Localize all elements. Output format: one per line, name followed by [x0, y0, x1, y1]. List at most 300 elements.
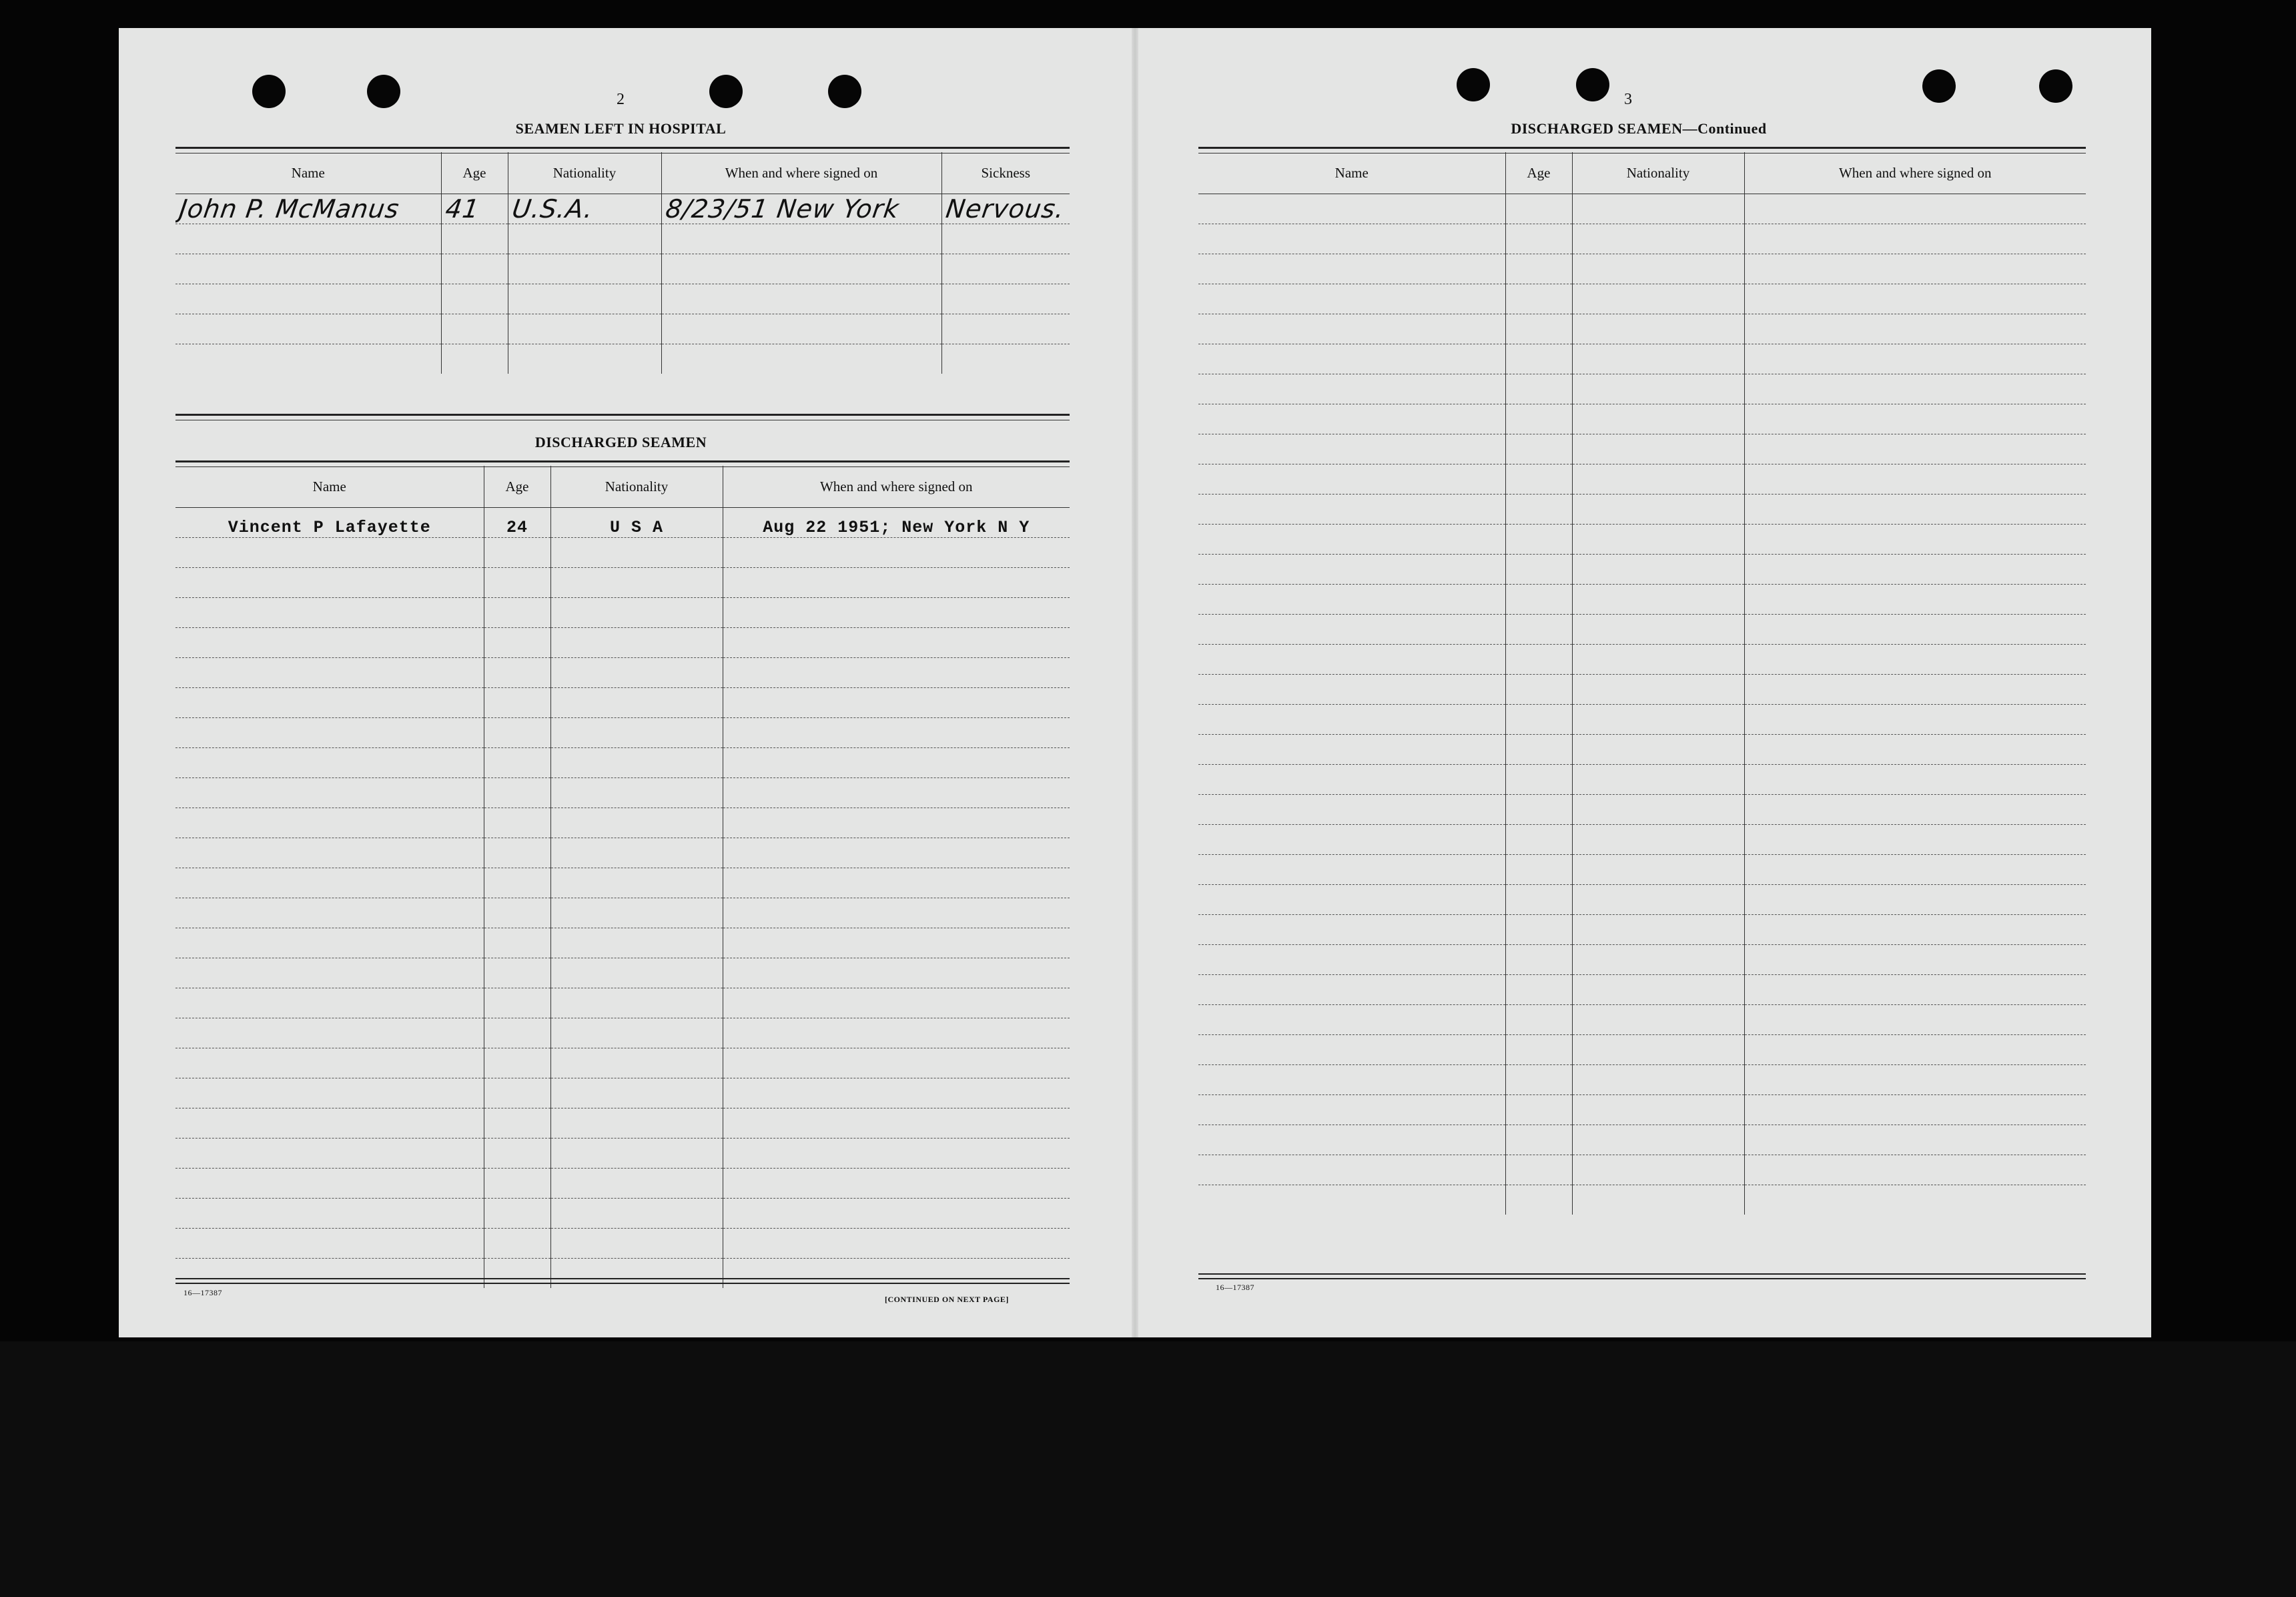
table-cell — [1505, 1095, 1572, 1125]
blank-row — [175, 314, 1070, 344]
table-cell — [484, 1048, 550, 1078]
table-cell — [1198, 1155, 1505, 1185]
blank-row — [1198, 344, 2086, 374]
table-cell — [1572, 464, 1744, 495]
table-cell — [175, 658, 484, 688]
table-row — [175, 508, 1070, 538]
table-cell — [508, 194, 661, 224]
table-cell — [1198, 464, 1505, 495]
table-cell — [1572, 194, 1744, 224]
binder-hole-icon — [367, 75, 400, 108]
table-cell — [1505, 1005, 1572, 1035]
table-cell — [1505, 254, 1572, 284]
table-cell — [175, 628, 484, 658]
table-cell — [441, 224, 508, 254]
blank-row — [1198, 675, 2086, 705]
table-cell — [1505, 434, 1572, 464]
table-cell — [1572, 975, 1744, 1005]
blank-row — [175, 1018, 1070, 1048]
table-cell — [1572, 1155, 1744, 1185]
section-rule — [175, 414, 1070, 420]
blank-row — [175, 344, 1070, 374]
table-cell — [1198, 525, 1505, 555]
table-cell — [1744, 825, 2086, 855]
table-cell — [661, 254, 941, 284]
table-cell — [550, 1048, 723, 1078]
table-cell — [1572, 555, 1744, 585]
table-cell — [1198, 194, 1505, 224]
table-cell — [1505, 284, 1572, 314]
table-cell — [550, 1018, 723, 1048]
table-cell — [484, 1199, 550, 1229]
table-cell — [175, 718, 484, 748]
table-cell — [175, 988, 484, 1018]
column-header: Nationality — [1572, 152, 1744, 194]
column-header: When and where signed on — [661, 152, 941, 194]
blank-row — [1198, 555, 2086, 585]
table-cell — [1505, 885, 1572, 915]
blank-row — [1198, 735, 2086, 765]
table-cell — [175, 838, 484, 868]
entry-text: Aug 22 1951; New York N Y — [763, 518, 1030, 537]
entry-text: Vincent P Lafayette — [228, 518, 431, 537]
blank-row — [1198, 945, 2086, 975]
table-cell — [1505, 374, 1572, 404]
table-cell — [508, 224, 661, 254]
table-cell — [1744, 765, 2086, 795]
table-cell — [484, 838, 550, 868]
table-cell — [1572, 855, 1744, 885]
table-cell — [1198, 675, 1505, 705]
table-cell — [723, 1229, 1070, 1259]
form-number: 16—17387 — [183, 1288, 222, 1297]
table-cell — [1572, 374, 1744, 404]
table-cell — [550, 688, 723, 718]
column-header: Nationality — [508, 152, 661, 194]
blank-row — [1198, 224, 2086, 254]
table-cell — [175, 688, 484, 718]
table-cell — [1572, 885, 1744, 915]
table-cell — [550, 568, 723, 598]
table-cell — [550, 898, 723, 928]
table-cell — [941, 224, 1070, 254]
table-cell — [1572, 945, 1744, 975]
table-cell — [1744, 855, 2086, 885]
table-cell — [508, 344, 661, 374]
table-cell — [508, 284, 661, 314]
page-left — [119, 28, 1132, 1337]
table-cell — [1198, 795, 1505, 825]
column-header: Age — [484, 466, 550, 508]
table-cell — [1505, 404, 1572, 434]
table-cell — [175, 868, 484, 898]
table-cell — [1572, 495, 1744, 525]
table-cell — [941, 344, 1070, 374]
blank-row — [1198, 254, 2086, 284]
table-cell — [1505, 555, 1572, 585]
table-cell — [1572, 314, 1744, 344]
table-cell — [1572, 434, 1744, 464]
table-cell — [175, 538, 484, 568]
column-header: Age — [1505, 152, 1572, 194]
table-cell — [441, 284, 508, 314]
entry-text: U S A — [609, 518, 663, 537]
scanner-background — [0, 1341, 2296, 1597]
table-cell — [1744, 374, 2086, 404]
table-cell — [723, 1199, 1070, 1229]
blank-row — [1198, 915, 2086, 945]
table-cell — [484, 898, 550, 928]
table-cell — [1505, 645, 1572, 675]
discharged-continued-table — [1198, 152, 2086, 1215]
table-cell — [1572, 1005, 1744, 1035]
blank-row — [175, 718, 1070, 748]
table-cell — [1744, 1185, 2086, 1215]
table-cell — [484, 508, 550, 538]
table-cell — [175, 958, 484, 988]
blank-row — [1198, 314, 2086, 344]
blank-row — [175, 988, 1070, 1018]
blank-row — [175, 628, 1070, 658]
table-cell — [550, 628, 723, 658]
table-cell — [1505, 194, 1572, 224]
table-cell — [1572, 675, 1744, 705]
table-cell — [1744, 885, 2086, 915]
table-cell — [941, 314, 1070, 344]
table-cell — [1505, 765, 1572, 795]
table-cell — [484, 628, 550, 658]
table-cell — [1744, 344, 2086, 374]
table-cell — [175, 778, 484, 808]
table-cell — [484, 1229, 550, 1259]
table-cell — [1572, 825, 1744, 855]
blank-row — [175, 284, 1070, 314]
table-cell — [550, 598, 723, 628]
blank-row — [1198, 795, 2086, 825]
table-cell — [1744, 224, 2086, 254]
blank-row — [175, 224, 1070, 254]
table-cell — [723, 868, 1070, 898]
table-cell — [550, 718, 723, 748]
table-cell — [1198, 1005, 1505, 1035]
table-cell — [550, 958, 723, 988]
table-cell — [941, 194, 1070, 224]
continued-note: [CONTINUED ON NEXT PAGE] — [885, 1295, 1009, 1304]
table-cell — [1198, 495, 1505, 525]
entry-text: 41 — [443, 194, 481, 224]
table-cell — [1198, 765, 1505, 795]
table-cell — [1744, 1125, 2086, 1155]
table-cell — [550, 1108, 723, 1139]
page-fold — [1132, 28, 1138, 1337]
table-cell — [484, 1169, 550, 1199]
entry-text: U.S.A. — [510, 194, 595, 224]
table-cell — [550, 748, 723, 778]
table-cell — [1744, 675, 2086, 705]
table-cell — [1198, 224, 1505, 254]
table-cell — [723, 1139, 1070, 1169]
table-cell — [1744, 314, 2086, 344]
table-cell — [550, 928, 723, 958]
blank-row — [1198, 975, 2086, 1005]
table-cell — [723, 808, 1070, 838]
blank-row — [175, 778, 1070, 808]
table-cell — [1744, 254, 2086, 284]
hospital-table — [175, 152, 1070, 374]
table-cell — [550, 1229, 723, 1259]
table-cell — [175, 598, 484, 628]
table-cell — [1505, 1035, 1572, 1065]
page-right — [1138, 28, 2151, 1337]
table-cell — [1572, 585, 1744, 615]
blank-row — [1198, 434, 2086, 464]
table-cell — [1505, 705, 1572, 735]
table-cell — [1572, 615, 1744, 645]
table-cell — [723, 1078, 1070, 1108]
table-cell — [1505, 855, 1572, 885]
blank-row — [175, 928, 1070, 958]
entry-text: Nervous. — [943, 194, 1066, 224]
table-cell — [484, 1018, 550, 1048]
page-number: 2 — [617, 91, 625, 108]
column-header: Name — [175, 152, 441, 194]
blank-row — [1198, 825, 2086, 855]
table-cell — [1198, 915, 1505, 945]
table-cell — [1505, 675, 1572, 705]
table-cell — [175, 194, 441, 224]
table-cell — [1505, 585, 1572, 615]
table-cell — [484, 718, 550, 748]
blank-row — [1198, 374, 2086, 404]
table-cell — [484, 808, 550, 838]
table-cell — [723, 658, 1070, 688]
table-cell — [175, 1078, 484, 1108]
table-cell — [1744, 284, 2086, 314]
column-header: Age — [441, 152, 508, 194]
table-cell — [1505, 945, 1572, 975]
table-cell — [175, 1108, 484, 1139]
table-cell — [1198, 615, 1505, 645]
blank-row — [175, 1078, 1070, 1108]
table-cell — [1505, 795, 1572, 825]
table-cell — [1744, 735, 2086, 765]
blank-row — [175, 1139, 1070, 1169]
blank-row — [175, 868, 1070, 898]
table-cell — [1198, 284, 1505, 314]
table-cell — [1744, 194, 2086, 224]
table-cell — [723, 1169, 1070, 1199]
table-cell — [175, 224, 441, 254]
table-cell — [175, 748, 484, 778]
table-cell — [550, 988, 723, 1018]
table-cell — [1744, 1095, 2086, 1125]
table-cell — [1198, 825, 1505, 855]
blank-row — [175, 1229, 1070, 1259]
table-cell — [1198, 374, 1505, 404]
table-cell — [1505, 825, 1572, 855]
binder-hole-icon — [1922, 69, 1956, 103]
table-cell — [441, 254, 508, 284]
table-cell — [1572, 404, 1744, 434]
table-cell — [175, 508, 484, 538]
blank-row — [1198, 645, 2086, 675]
table-cell — [1505, 615, 1572, 645]
table-cell — [1198, 344, 1505, 374]
table-cell — [723, 898, 1070, 928]
table-cell — [484, 778, 550, 808]
table-cell — [484, 1139, 550, 1169]
table-cell — [1744, 1035, 2086, 1065]
table-cell — [1744, 915, 2086, 945]
table-cell — [1744, 585, 2086, 615]
table-cell — [1572, 645, 1744, 675]
table-row — [175, 194, 1070, 224]
table-cell — [661, 284, 941, 314]
table-cell — [1198, 434, 1505, 464]
table-cell — [723, 778, 1070, 808]
discharged-continued-title: DISCHARGED SEAMEN—Continued — [1511, 120, 1767, 137]
table-cell — [1572, 915, 1744, 945]
table-cell — [723, 838, 1070, 868]
table-cell — [508, 254, 661, 284]
table-cell — [1572, 254, 1744, 284]
blank-row — [1198, 705, 2086, 735]
table-cell — [1572, 1065, 1744, 1095]
table-cell — [1198, 585, 1505, 615]
table-cell — [175, 1229, 484, 1259]
table-cell — [484, 538, 550, 568]
table-cell — [723, 718, 1070, 748]
blank-row — [175, 688, 1070, 718]
table-cell — [175, 928, 484, 958]
form-number: 16—17387 — [1216, 1283, 1254, 1292]
binder-hole-icon — [1457, 68, 1490, 101]
table-cell — [1572, 1125, 1744, 1155]
table-cell — [1572, 765, 1744, 795]
document-sheet — [119, 28, 2151, 1337]
page-number: 3 — [1624, 91, 1632, 108]
table-cell — [1744, 1005, 2086, 1035]
table-cell — [550, 868, 723, 898]
column-header: Name — [175, 466, 484, 508]
table-cell — [941, 284, 1070, 314]
column-header: Sickness — [941, 152, 1070, 194]
column-header: Name — [1198, 152, 1505, 194]
blank-row — [175, 254, 1070, 284]
table-cell — [1744, 525, 2086, 555]
table-cell — [1198, 404, 1505, 434]
table-cell — [550, 838, 723, 868]
table-cell — [1198, 885, 1505, 915]
blank-row — [1198, 1005, 2086, 1035]
table-cell — [175, 1169, 484, 1199]
entry-text: John P. McManus — [177, 194, 402, 224]
blank-row — [175, 838, 1070, 868]
table-cell — [1198, 705, 1505, 735]
column-header: When and where signed on — [723, 466, 1070, 508]
table-cell — [550, 658, 723, 688]
table-cell — [1505, 525, 1572, 555]
table-cell — [1198, 1095, 1505, 1125]
blank-row — [1198, 194, 2086, 224]
table-cell — [175, 1048, 484, 1078]
table-cell — [175, 284, 441, 314]
entry-text: 24 — [506, 518, 528, 537]
table-cell — [175, 1199, 484, 1229]
table-cell — [661, 194, 941, 224]
blank-row — [1198, 585, 2086, 615]
table-cell — [175, 344, 441, 374]
blank-row — [175, 1199, 1070, 1229]
blank-row — [175, 748, 1070, 778]
binder-hole-icon — [709, 75, 743, 108]
blank-row — [1198, 1065, 2086, 1095]
table-cell — [1744, 404, 2086, 434]
table-cell — [1572, 705, 1744, 735]
table-cell — [175, 1018, 484, 1048]
blank-row — [1198, 1185, 2086, 1215]
table-cell — [1572, 224, 1744, 254]
blank-row — [1198, 464, 2086, 495]
table-cell — [723, 958, 1070, 988]
blank-row — [1198, 495, 2086, 525]
table-cell — [1505, 224, 1572, 254]
table-cell — [484, 1078, 550, 1108]
table-cell — [1744, 645, 2086, 675]
table-cell — [550, 508, 723, 538]
table-cell — [484, 688, 550, 718]
table-cell — [1505, 1155, 1572, 1185]
table-cell — [1744, 434, 2086, 464]
table-cell — [1572, 525, 1744, 555]
table-cell — [441, 344, 508, 374]
blank-row — [175, 658, 1070, 688]
table-cell — [1198, 1185, 1505, 1215]
blank-row — [175, 1169, 1070, 1199]
table-cell — [484, 568, 550, 598]
table-cell — [1572, 344, 1744, 374]
blank-row — [1198, 615, 2086, 645]
table-cell — [1505, 975, 1572, 1005]
table-cell — [1505, 915, 1572, 945]
bottom-rule — [175, 1278, 1070, 1284]
table-cell — [1198, 254, 1505, 284]
table-cell — [550, 1139, 723, 1169]
blank-row — [1198, 1095, 2086, 1125]
blank-row — [175, 1048, 1070, 1078]
table-cell — [1198, 645, 1505, 675]
table-cell — [175, 898, 484, 928]
table-cell — [661, 344, 941, 374]
table-cell — [1744, 795, 2086, 825]
table-cell — [484, 958, 550, 988]
table-cell — [1572, 1095, 1744, 1125]
table-cell — [484, 598, 550, 628]
blank-row — [1198, 284, 2086, 314]
table-cell — [1744, 975, 2086, 1005]
binder-hole-icon — [828, 75, 861, 108]
table-cell — [508, 314, 661, 344]
table-cell — [723, 538, 1070, 568]
table-cell — [1744, 555, 2086, 585]
blank-row — [1198, 855, 2086, 885]
table-cell — [1572, 284, 1744, 314]
table-cell — [1505, 1185, 1572, 1215]
table-cell — [1505, 314, 1572, 344]
blank-row — [1198, 1125, 2086, 1155]
discharged-table — [175, 466, 1070, 1288]
blank-row — [175, 568, 1070, 598]
